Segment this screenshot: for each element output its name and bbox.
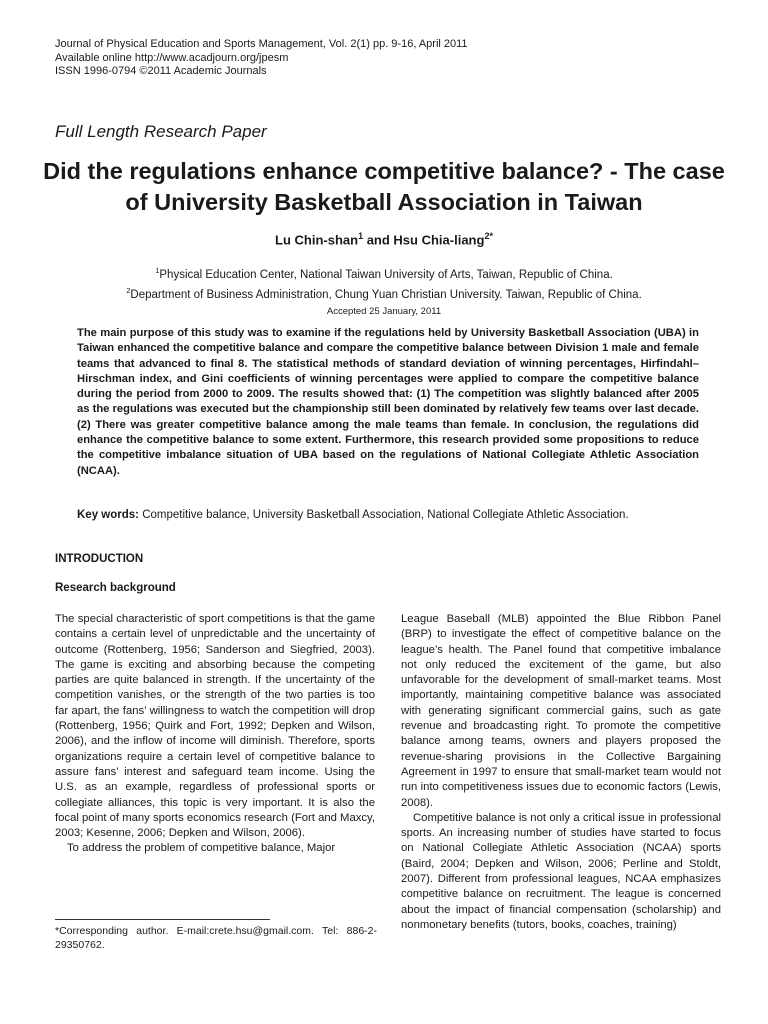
paragraph: Competitive balance is not only a critical issue in professional sports. An increasing number of studies have started to focus on National Collegiate Athletic Association (NCAA) sports (Baird, 2004; Depken and Wilson, 2006; Perline and Stoldt, 2007). Different from professional leagues, NCAA emphasizes competitive balance on recruitment. The league is concerned about the impact of financial compensation (scholarship) and nonmonetary benefits (tutors, books, coaches, training) <box>401 811 721 931</box>
left-column <box>55 612 375 857</box>
author-2-affil-mark: 2* <box>484 231 493 241</box>
accepted-date: Accepted 25 January, 2011 <box>326 306 442 317</box>
keywords-label: Key words: <box>77 509 139 521</box>
journal-availability: Available online http://www.acadjourn.org/jpesm <box>55 51 289 64</box>
section-heading: INTRODUCTION <box>55 553 144 565</box>
journal-issn: ISSN 1996-0794 ©2011 Academic Journals <box>55 65 267 77</box>
keywords <box>77 509 717 521</box>
footnote-rule <box>55 919 270 920</box>
keywords-text: Competitive balance, University Basketball Association, National Collegiate Athletic Association. <box>139 509 629 521</box>
paper-title: Did the regulations enhance competitive balance? - The case of University Basketball Association in Taiwan <box>43 158 725 215</box>
author-connector: and <box>363 232 394 248</box>
paragraph: The special characteristic of sport competitions is that the game contains a certain level of unpredictable and the uncertainty of outcome (Rottenberg, 1956; Sanderson and Siegfried, 2003). The game is exciting and absorbing because the competing parties are quite balanced in strength. If the uncertainty of the competition vanishes, or the strength of the two parties is too far apart, the fans’ willingness to watch the competition will drop (Rottenberg, 1956; Quirk and Fort, 1992; Depken and Wilson, 2006), and the inflow of income will diminish. Therefore, sports organizations require a certain level of competitive balance to assure fans’ interest and safeguard team income. Using the U.S. as an example, regardless of professional sports or collegiate alliances, this topic is very important. It is also the focal point of many sports economics research (Fort and Maxcy, 2003; Kesenne, 2006; Depken and Wilson, 2006). <box>55 613 375 840</box>
paragraph: League Baseball (MLB) appointed the Blue Ribbon Panel (BRP) to investigate the effect of competitive balance on the league’s health. The Panel found that competitive imbalance not only reduced the excitement of the game, but also unfavorable for the development of small-market teams. Most importantly, maintaining competitive balance was associated with generating significant commercial gains, such as gate revenue and broadcasting right. To promote the competitive balance among teams, owners and players proposed the revenue-sharing provisions in the Collective Bargaining Agreement in 1997 to ensure that small-market team would not run into competitiveness issues due to economic factors (Lewis, 2008). <box>401 613 721 809</box>
corresponding-mark: * <box>489 231 493 241</box>
subsection-heading: Research background <box>55 582 176 594</box>
affiliation-1: $^1$Physical Education Center, National Taiwan University of Arts, Taiwan, Republic of China. <box>155 266 613 281</box>
affiliations <box>0 263 768 303</box>
author-1-affil-mark: 1 <box>358 231 364 241</box>
journal-citation: Journal of Physical Education and Sports Management, Vol. 2(1) pp. 9-16, April 2011 <box>55 38 468 50</box>
affiliation-2: $^2$Department of Business Administration, Chung Yuan Christian University. Taiwan, Republic of China. <box>126 285 642 301</box>
author-2: Hsu Chia-liang <box>393 232 485 248</box>
journal-header <box>55 38 468 79</box>
paper-type: Full Length Research Paper <box>55 122 267 141</box>
paragraph: To address the problem of competitive balance, Major <box>67 842 336 855</box>
right-column <box>401 612 721 933</box>
abstract: The main purpose of this study was to examine if the regulations held by University Basketball Association (UBA) in Taiwan enhanced the competitive balance and compare the competitive balance between Division 1 male and female teams that advanced to final 8. The statistical methods of standard deviation of winning percentages, Hirfindahl–Hirschman index, and Gini coefficients of winning percentages were applied to compare the competitive balance during the period from 2000 to 2009. The results showed that: (1) The competition was slightly balanced after 2005 as the regulations was executed but the championship still been dominated by relatively few teams over last decade. (2) There was greater competitive balance among the male teams than female. In conclusion, the regulations did enhance the competitive balance to some extent. Furthermore, this research provided some propositions to reduce the competitive imbalance situation of UBA based on the regulations of National Collegiate Athletic Association (NCAA). <box>77 327 699 477</box>
authors <box>0 231 768 247</box>
footnote: *Corresponding author. E-mail:crete.hsu@gmail.com. Tel: 886-2-29350762. <box>55 925 377 951</box>
author-1: Lu Chin-shan <box>275 232 359 248</box>
